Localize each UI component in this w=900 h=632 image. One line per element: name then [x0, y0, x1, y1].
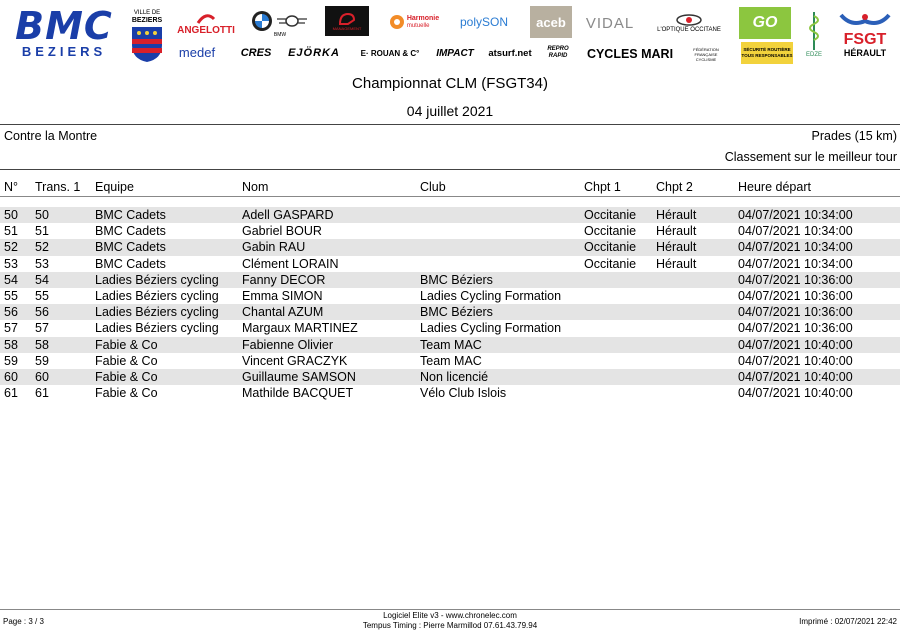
sponsor-banner [0, 0, 900, 68]
divider-header [0, 169, 900, 170]
timing-credit: Tempus Timing : Pierre Marmillod 07.61.43.79.94 [362, 620, 538, 630]
page-title: Championnat CLM (FSGT34) [352, 75, 548, 92]
cell-equipe: Ladies Béziers cycling [95, 321, 219, 336]
ejorka-text: EJÖRKA [288, 47, 340, 59]
table-row [0, 223, 900, 239]
print-timestamp: Imprimé : 02/07/2021 22:42 [799, 617, 897, 626]
flower-icon [389, 14, 405, 30]
cell-no: 61 [4, 386, 18, 401]
column-header-trans: Trans. 1 [35, 180, 81, 194]
cell-heure: 04/07/2021 10:34:00 [738, 224, 853, 239]
cell-trans: 51 [35, 224, 49, 239]
rouan-logo [360, 45, 420, 61]
securite-routiere-logo [741, 42, 793, 64]
cell-equipe: Ladies Béziers cycling [95, 272, 219, 287]
cell-no: 60 [4, 369, 18, 384]
cell-trans: 60 [35, 369, 49, 384]
atsurf-logo [486, 45, 534, 61]
table-row [0, 353, 900, 369]
management-logo [325, 6, 369, 36]
cell-heure: 04/07/2021 10:40:00 [738, 337, 853, 352]
column-header-nom: Nom [242, 180, 269, 194]
cell-nom: Mathilde BACQUET [242, 386, 354, 401]
cell-heure: 04/07/2021 10:36:00 [738, 272, 853, 287]
cell-heure: 04/07/2021 10:34:00 [738, 208, 853, 222]
optique-occitane-logo [648, 8, 730, 38]
cell-trans: 53 [35, 256, 49, 271]
table-row [0, 304, 900, 320]
cell-equipe: Ladies Béziers cycling [95, 305, 219, 320]
cell-heure: 04/07/2021 10:36:00 [738, 305, 853, 320]
cell-trans: 52 [35, 240, 49, 255]
cell-trans: 50 [35, 208, 49, 222]
ranking-mode: Classement sur le meilleur tour [724, 150, 897, 164]
cell-no: 58 [4, 337, 18, 352]
cell-equipe: Ladies Béziers cycling [95, 288, 219, 303]
angelotti-text: ANGELOTTI [177, 24, 235, 36]
cell-heure: 04/07/2021 10:36:00 [738, 288, 853, 303]
beziers-logo-text: BEZIERS [21, 44, 107, 59]
cell-club: BMC Béziers [420, 305, 493, 320]
rouan-text: E· ROUAN & C° [360, 48, 420, 58]
harmonie-logo [388, 8, 440, 36]
cell-chpt1: Occitanie [584, 224, 637, 239]
cell-no: 56 [4, 305, 18, 320]
atsurf-text: atsurf.net [488, 47, 532, 59]
bmw-dealer-caption [254, 31, 306, 39]
aceb-text: aceb [536, 14, 566, 30]
bmc-beziers-logo [12, 6, 116, 60]
ville-line1: VILLE DE [133, 9, 161, 16]
medef-text: medef [178, 44, 216, 60]
cell-no: 54 [4, 272, 18, 287]
federation-logo [686, 45, 726, 63]
race-type: Contre la Montre [4, 129, 98, 143]
medef-logo [167, 43, 227, 61]
start-list-table [0, 207, 900, 401]
table-row [0, 272, 900, 288]
bmw-caption-text: BMW [273, 32, 287, 38]
ejorka-logo [284, 45, 344, 61]
cell-heure: 04/07/2021 10:40:00 [738, 353, 853, 368]
swirl-icon [196, 13, 216, 25]
page-number: Page : 3 / 3 [3, 617, 44, 626]
cell-heure: 04/07/2021 10:40:00 [738, 369, 853, 384]
cell-nom: Gabriel BOUR [242, 224, 322, 239]
cell-equipe: BMC Cadets [95, 240, 166, 255]
column-header-equipe: Equipe [95, 180, 134, 194]
cell-nom: Fabienne Olivier [242, 337, 334, 352]
cell-chpt2: Hérault [656, 208, 697, 222]
securite-line1: SÉCURITÉ ROUTIÈRE [743, 47, 791, 52]
vidal-logo [584, 8, 636, 38]
impact-text: IMPACT [436, 47, 474, 59]
cell-club: Team MAC [420, 337, 482, 352]
cell-chpt1: Occitanie [584, 256, 637, 271]
cell-nom: Vincent GRACZYK [242, 353, 348, 368]
fsgt-text: FSGT [843, 30, 887, 48]
cell-trans: 56 [35, 305, 49, 320]
caduceus-icon [806, 10, 822, 52]
aceb-logo [530, 6, 572, 38]
cell-nom: Margaux MARTINEZ [242, 321, 358, 336]
divider-top [0, 124, 900, 125]
cell-no: 59 [4, 353, 18, 368]
table-row [0, 256, 900, 272]
cell-club: Vélo Club Islois [420, 386, 507, 401]
cell-equipe: Fabie & Co [95, 353, 158, 368]
table-row [0, 337, 900, 353]
race-location: Prades (15 km) [811, 129, 897, 143]
cell-trans: 54 [35, 272, 49, 287]
cell-chpt1: Occitanie [584, 208, 637, 222]
column-header-heure: Heure départ [738, 180, 811, 194]
cell-trans: 61 [35, 386, 49, 401]
vidal-text: VIDAL [585, 14, 635, 32]
column-header-club: Club [420, 180, 446, 194]
fsgt-emblem-icon [837, 11, 893, 31]
cell-no: 50 [4, 208, 18, 222]
shield-icon [130, 25, 164, 63]
cell-chpt2: Hérault [656, 240, 697, 255]
table-row [0, 369, 900, 385]
herault-text: HÉRAULT [843, 47, 887, 58]
cell-nom: Gabin RAU [242, 240, 306, 255]
cell-heure: 04/07/2021 10:34:00 [738, 240, 853, 255]
cycles-mari-text: CYCLES MARI [586, 47, 674, 61]
event-date: 04 juillet 2021 [406, 103, 494, 119]
bmw-roundel-icon [251, 10, 273, 32]
cell-equipe: Fabie & Co [95, 337, 158, 352]
cell-chpt2: Hérault [656, 256, 697, 271]
fsgt-herault-logo [834, 6, 896, 62]
cell-club: Team MAC [420, 353, 482, 368]
bmc-logo-text: BMC [15, 4, 113, 48]
cell-club: Ladies Cycling Formation [420, 288, 562, 303]
cell-trans: 59 [35, 353, 49, 368]
cell-heure: 04/07/2021 10:36:00 [738, 321, 853, 336]
cell-trans: 57 [35, 321, 49, 336]
table-row [0, 239, 900, 255]
cell-no: 57 [4, 321, 18, 336]
edze-text: EDZE [805, 52, 822, 58]
cell-chpt1: Occitanie [584, 240, 637, 255]
mini-wing-icon [277, 14, 307, 28]
column-header-chpt2: Chpt 2 [656, 180, 693, 194]
impact-logo [431, 45, 479, 61]
edze-logo [800, 4, 828, 64]
cell-equipe: BMC Cadets [95, 256, 166, 271]
cres-logo [238, 45, 274, 61]
cell-club: Non licencié [420, 369, 489, 384]
cell-nom: Clément LORAIN [242, 256, 339, 271]
angelotti-logo [175, 8, 237, 40]
cycles-mari-logo [586, 45, 674, 63]
cell-club: BMC Béziers [420, 272, 493, 287]
cell-no: 52 [4, 240, 18, 255]
cell-no: 55 [4, 288, 18, 303]
table-header [0, 180, 900, 196]
cell-trans: 55 [35, 288, 49, 303]
column-header-no: N° [4, 180, 19, 194]
cell-trans: 58 [35, 337, 49, 352]
cres-text: CRES [240, 47, 272, 59]
cell-nom: Fanny DECOR [242, 272, 326, 287]
polyon-logo [454, 10, 514, 34]
ville-line2: BEZIERS [131, 16, 163, 24]
table-row [0, 207, 900, 223]
go-sport-logo [739, 7, 791, 39]
harmonie-line2: mutuelle [406, 22, 430, 29]
table-row [0, 385, 900, 401]
harmonie-line1: Harmonie [406, 14, 440, 22]
cell-equipe: Fabie & Co [95, 386, 158, 401]
ville-beziers-logo [127, 8, 167, 64]
column-header-chpt1: Chpt 1 [584, 180, 621, 194]
eye-icon [675, 13, 703, 27]
divider-columns [0, 196, 900, 197]
harmonie-text-block [407, 15, 439, 30]
securite-line2: TOUS RESPONSABLES [741, 53, 793, 58]
footer-credits [0, 611, 900, 630]
optique-text: L'OPTIQUE OCCITANE [657, 27, 721, 33]
cell-nom: Guillaume SAMSON [242, 369, 356, 384]
go-sport-text: GO [752, 14, 778, 31]
table-row [0, 320, 900, 336]
table-row [0, 288, 900, 304]
cell-equipe: BMC Cadets [95, 208, 166, 222]
cell-nom: Emma SIMON [242, 288, 323, 303]
management-text: MANAGEMENT [332, 25, 362, 31]
cell-equipe: BMC Cadets [95, 224, 166, 239]
cell-nom: Adell GASPARD [242, 208, 334, 222]
repro-text: REPRO RAPID [547, 46, 569, 59]
federation-text: FÉDÉRATION FRANÇAISE CYCLISME [693, 46, 719, 62]
cell-chpt2: Hérault [656, 224, 697, 239]
software-credit: Logiciel Elite v3 - www.chronelec.com [383, 611, 517, 620]
cell-heure: 04/07/2021 10:40:00 [738, 386, 853, 401]
cell-nom: Chantal AZUM [242, 305, 324, 320]
cell-no: 51 [4, 224, 18, 239]
helmet-icon [338, 12, 356, 26]
divider-footer [0, 609, 900, 610]
cell-no: 53 [4, 256, 18, 271]
cell-heure: 04/07/2021 10:34:00 [738, 256, 853, 271]
polyon-text: polySON [459, 15, 509, 29]
cell-equipe: Fabie & Co [95, 369, 158, 384]
repro-rapid-logo [540, 45, 576, 61]
cell-club: Ladies Cycling Formation [420, 321, 562, 336]
